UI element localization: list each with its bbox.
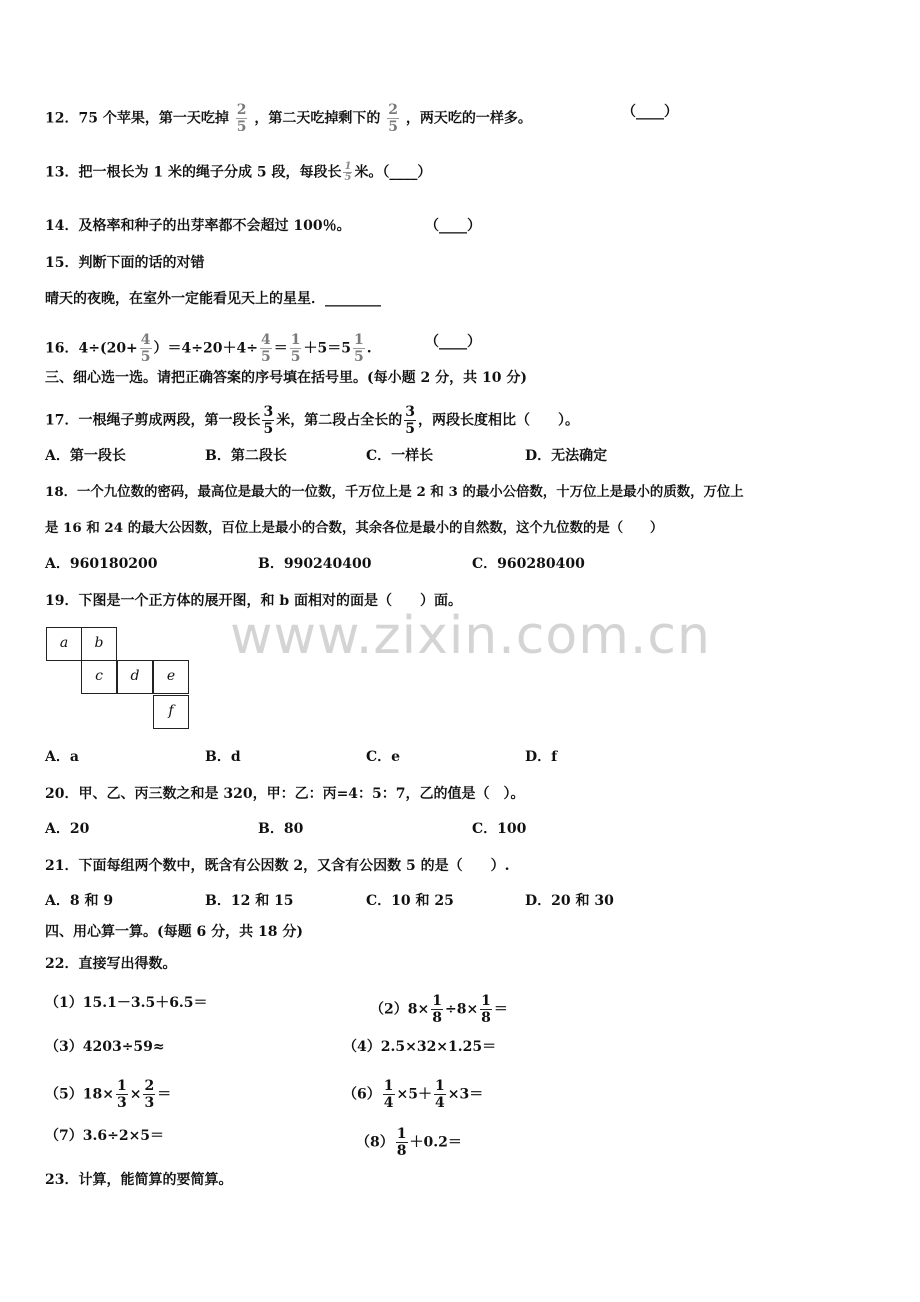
fraction: $\frac{2}{5}$: [388, 102, 398, 135]
fraction: $\frac{1}{4}$: [434, 1078, 445, 1111]
option-a[interactable]: A．960180200: [45, 556, 158, 572]
problem-2: （2）8× $\frac{1}{8}$ ÷8× $\frac{1}{8}$ ＝: [370, 993, 508, 1026]
question-18-line1: 18．一个九位数的密码，最高位是最大的一位数，千万位上是 2 和 3 的最小公倍数，十万位上是最小的质数，万位上: [45, 484, 744, 500]
question-23: 23．计算，能简算的要简算。: [45, 1172, 233, 1188]
option-b[interactable]: B．第二段长: [205, 448, 287, 464]
option-c[interactable]: C．10 和 25: [366, 893, 454, 909]
fraction: $\frac{1}{8}$: [481, 993, 491, 1026]
fraction: $\frac{1}{3}$: [116, 1078, 127, 1111]
option-c[interactable]: C．960280400: [472, 556, 585, 572]
question-16: 16．4÷(20+ $\frac{4}{5}$ ）＝4÷20＋4÷ $\frac{4}{5}$ ＝ $\frac{1}{5}$ ＋5＝5 $\frac{1}{5}$ .: [45, 332, 372, 365]
problem-3: （3）4203÷59≈: [45, 1039, 165, 1055]
question-17: 17．一根绳子剪成两段，第一段长 $\frac{3}{5}$ 米，第二段占全长的 $\frac{3}{5}$ ，两段长度相比（ ）。: [45, 404, 579, 437]
fraction: $\frac{2}{3}$: [144, 1078, 155, 1111]
question-20: 20．甲、乙、丙三数之和是 320，甲：乙：丙=4：5：7，乙的值是（ ）。: [45, 786, 525, 802]
fraction: $\frac{1}{5}$: [290, 332, 301, 365]
question-15-statement: 晴天的夜晚，在室外一定能看见天上的星星．________: [45, 291, 381, 307]
option-c[interactable]: C．e: [366, 749, 401, 765]
option-d[interactable]: D．f: [525, 749, 558, 765]
question-13: 13．把一根长为 1 米的绳子分成 5 段，每段长 $\frac{1}{5}$ 米。（____）: [45, 161, 432, 183]
fraction: $\frac{3}{5}$: [405, 404, 415, 437]
net-face-a: a: [46, 627, 82, 661]
net-face-c: c: [81, 660, 117, 694]
net-face-e: e: [153, 660, 189, 694]
net-face-d: d: [117, 660, 153, 694]
watermark: www.zixin.com.cn: [230, 606, 711, 666]
fraction: $\frac{2}{5}$: [236, 102, 247, 135]
fraction: $\frac{1}{4}$: [383, 1078, 394, 1111]
option-b[interactable]: B．12 和 15: [205, 893, 294, 909]
option-b[interactable]: B．990240400: [258, 556, 372, 572]
fraction: $\frac{3}{5}$: [263, 404, 274, 437]
section-3-heading: 三、细心选一选。请把正确答案的序号填在括号里。(每小题 2 分，共 10 分): [45, 370, 527, 386]
section-4-heading: 四、用心算一算。(每题 6 分，共 18 分): [45, 924, 303, 940]
problem-8: （8） $\frac{1}{8}$ ＋0.2＝: [356, 1126, 462, 1159]
fraction: $\frac{1}{8}$: [432, 993, 442, 1026]
option-d[interactable]: D．20 和 30: [525, 893, 614, 909]
answer-blank[interactable]: （____）: [622, 104, 678, 120]
option-c[interactable]: C．一样长: [366, 448, 434, 464]
fraction: $\frac{4}{5}$: [140, 332, 151, 365]
question-19: 19．下图是一个正方体的展开图，和 b 面相对的面是（ ）面。: [45, 593, 463, 609]
question-22-title: 22．直接写出得数。: [45, 956, 177, 972]
problem-7: （7）3.6÷2×5＝: [45, 1128, 165, 1144]
option-a[interactable]: A．8 和 9: [45, 893, 114, 909]
option-a[interactable]: A．20: [45, 821, 90, 837]
problem-1: （1）15.1－3.5＋6.5＝: [45, 995, 208, 1011]
problem-5: （5）18× $\frac{1}{3}$ × $\frac{2}{3}$ ＝: [45, 1078, 172, 1111]
net-face-b: b: [81, 627, 117, 661]
fraction: $\frac{1}{8}$: [396, 1126, 407, 1159]
fraction: $\frac{1}{5}$: [344, 161, 352, 183]
problem-6: （6） $\frac{1}{4}$ ×5＋ $\frac{1}{4}$ ×3＝: [343, 1078, 484, 1111]
question-12: 12．75 个苹果，第一天吃掉 $\frac{2}{5}$ ，第二天吃掉剩下的 $\frac{2}{5}$ ，两天吃的一样多。: [45, 102, 532, 135]
question-15-title: 15．判断下面的话的对错: [45, 255, 205, 271]
option-d[interactable]: D．无法确定: [525, 448, 608, 464]
problem-4: （4）2.5×32×1.25＝: [343, 1039, 497, 1055]
option-b[interactable]: B．d: [205, 749, 241, 765]
option-a[interactable]: A．a: [45, 749, 79, 765]
option-b[interactable]: B．80: [258, 821, 304, 837]
answer-blank[interactable]: （____）: [425, 218, 481, 234]
question-14: 14．及格率和种子的出芽率都不会超过 100％。: [45, 218, 351, 234]
question-21: 21．下面每组两个数中，既含有公因数 2，又含有公因数 5 的是（ ）.: [45, 858, 510, 874]
question-18-line2: 是 16 和 24 的最大公因数，百位上是最小的合数，其余各位是最小的自然数，这个九位数的是（ ）: [45, 520, 664, 536]
net-face-f: f: [153, 695, 189, 729]
fraction: $\frac{1}{5}$: [353, 332, 364, 365]
answer-blank[interactable]: （____）: [425, 334, 481, 350]
option-a[interactable]: A．第一段长: [45, 448, 126, 464]
option-c[interactable]: C．100: [472, 821, 527, 837]
fraction: $\frac{4}{5}$: [260, 332, 271, 365]
